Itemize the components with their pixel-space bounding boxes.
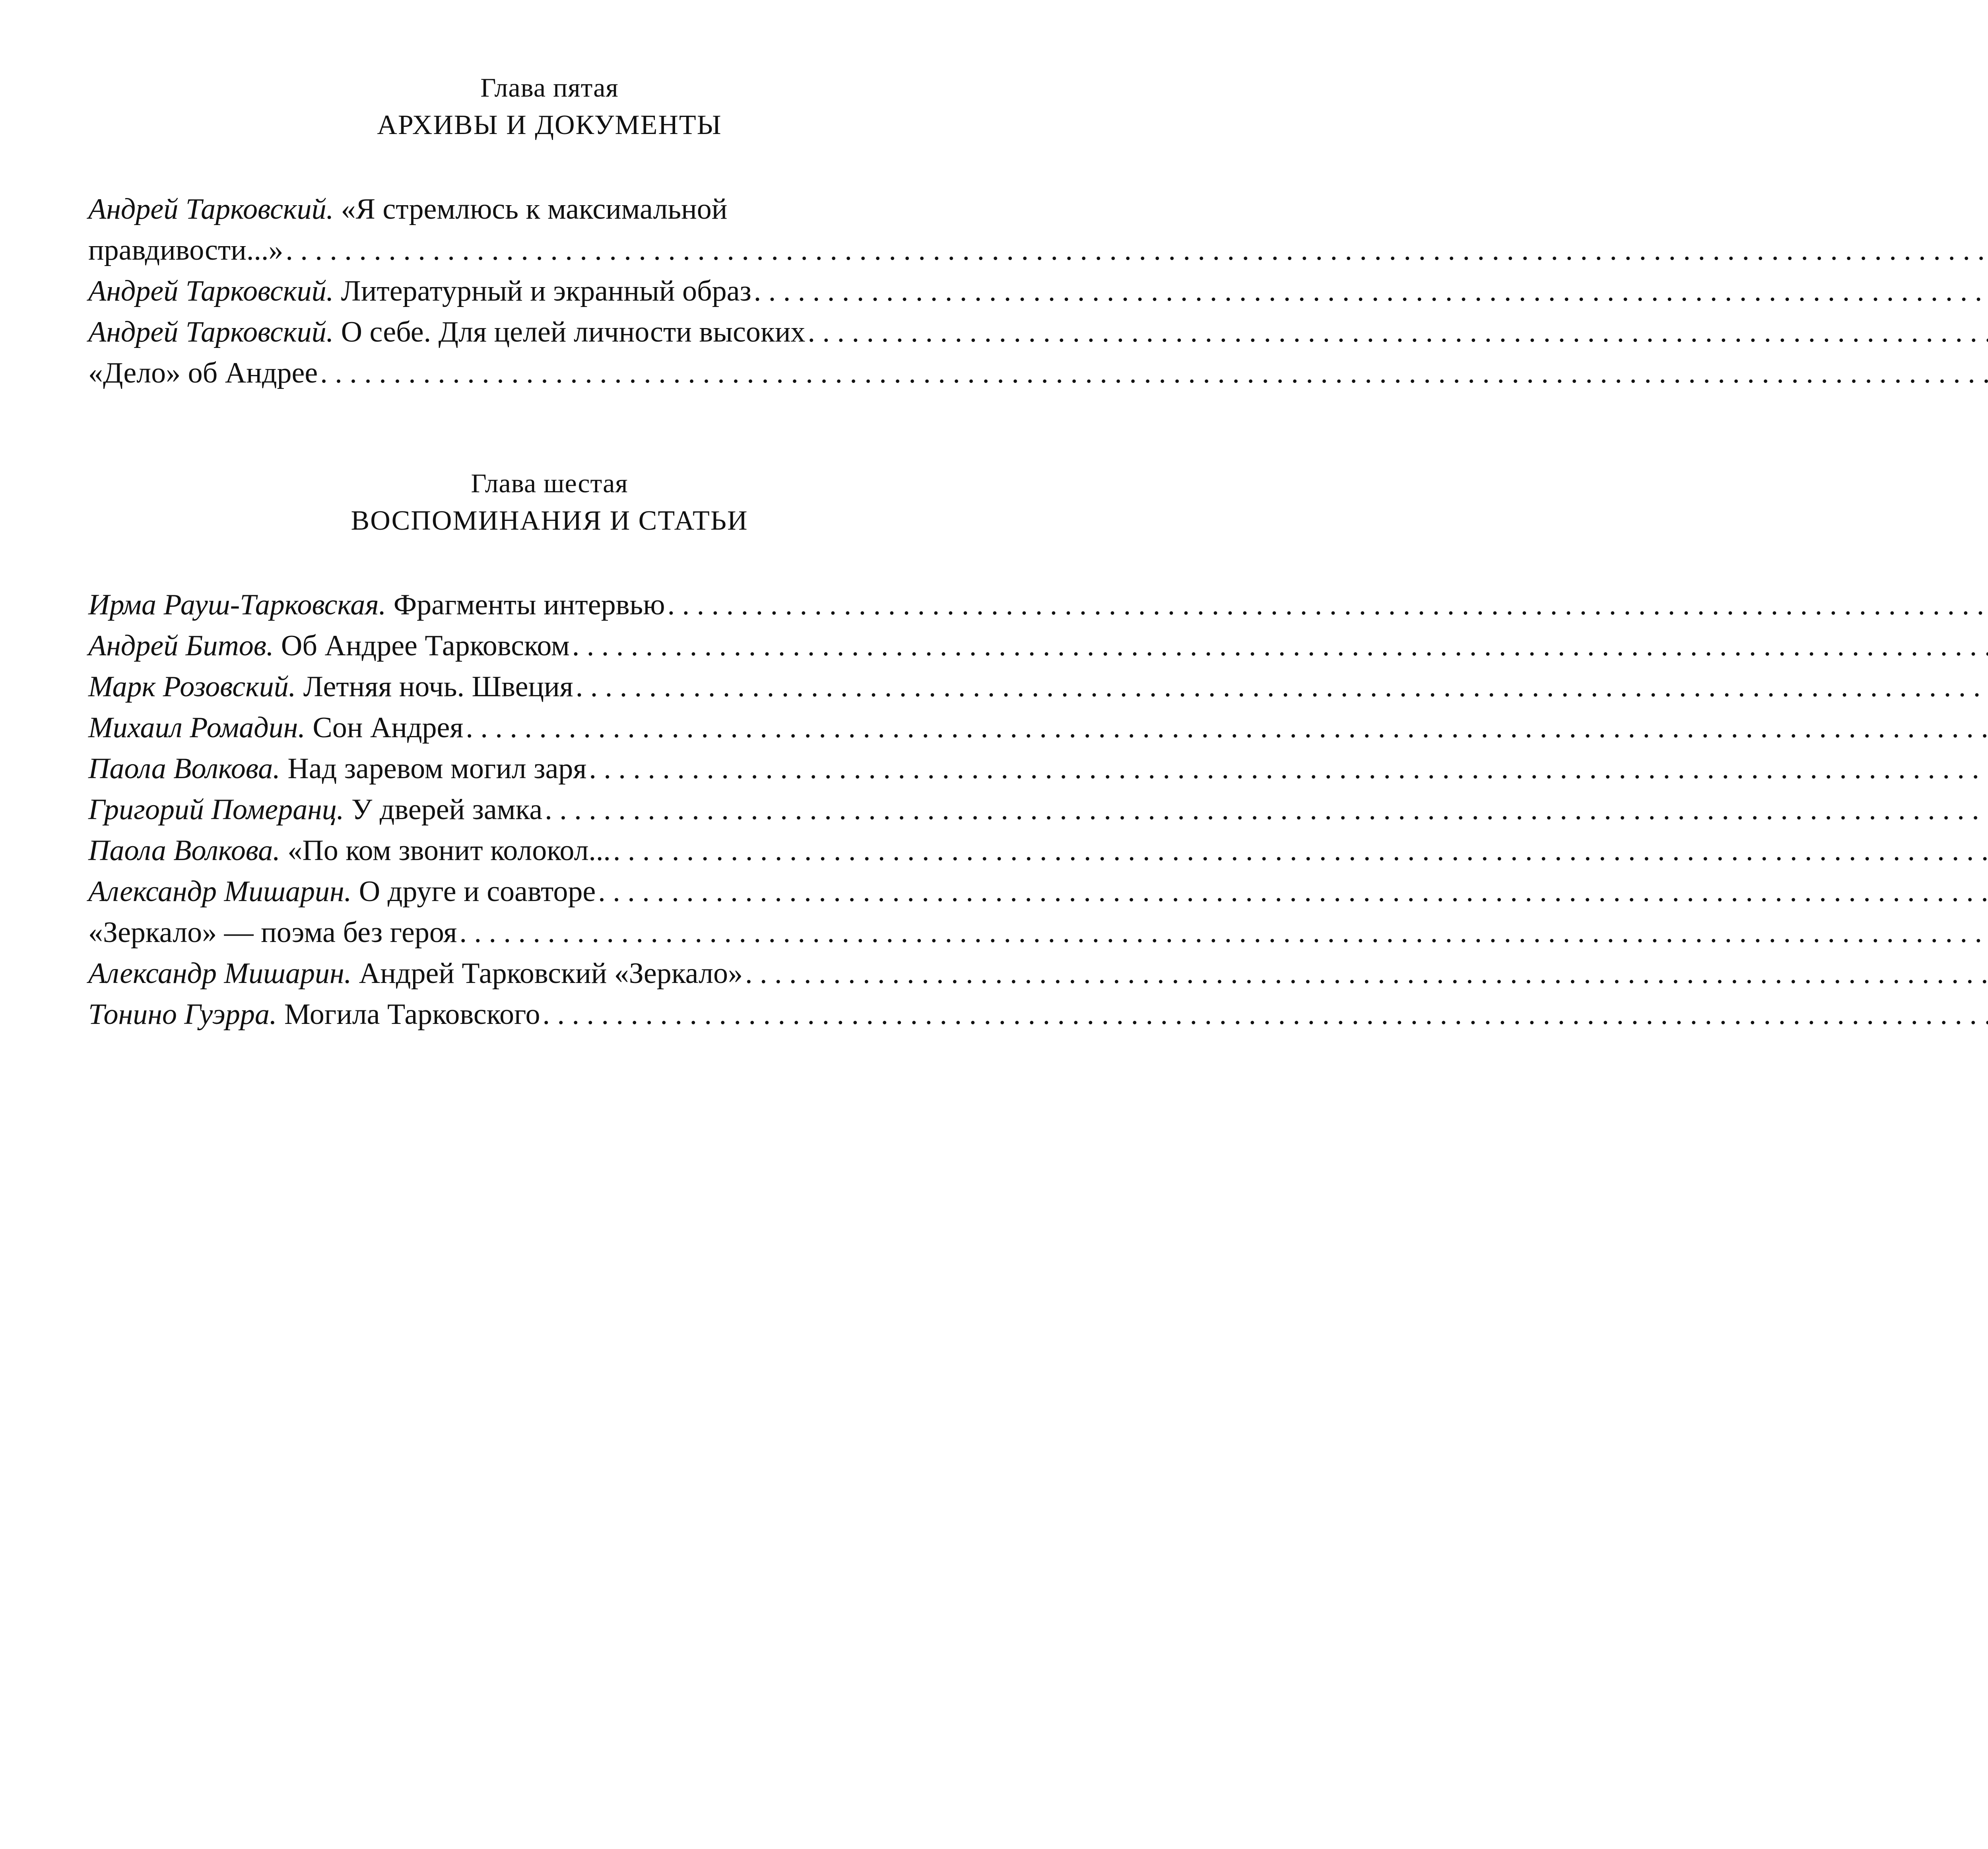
dot-leader — [463, 707, 1988, 748]
entry-title: Андрей Тарковский «Зеркало» — [359, 957, 743, 990]
toc-entry[interactable] — [88, 789, 1011, 830]
entry-text — [88, 953, 743, 994]
toc-entry[interactable] — [88, 271, 1011, 312]
entry-author: Александр Мишарин. — [88, 875, 352, 908]
entry-author: Андрей Тарковский. — [88, 316, 334, 348]
dot-leader — [542, 789, 1988, 830]
entry-text — [88, 994, 540, 1035]
dot-leader — [540, 994, 1988, 1035]
toc-entry[interactable] — [88, 830, 1011, 871]
entry-title: О друге и соавторе — [359, 875, 596, 908]
entry-author: Андрей Битов. — [88, 629, 274, 662]
dot-leader — [457, 912, 1988, 953]
toc-section-chapter-6 — [88, 465, 1011, 1035]
toc-entry[interactable] — [88, 189, 1011, 230]
entry-text — [88, 312, 805, 353]
dot-leader — [586, 748, 1988, 789]
entry-title: «Зеркало» — поэма без героя — [88, 916, 457, 949]
entry-text — [88, 912, 457, 953]
entry-title: «По ком звонит колокол... — [287, 834, 611, 867]
toc-section-chapter-5 — [88, 70, 1011, 394]
entry-author: Андрей Тарковский. — [88, 275, 334, 307]
entry-title: У дверей замка — [351, 793, 543, 826]
entry-title: Фрагменты интервью — [393, 588, 665, 621]
entry-text — [88, 748, 586, 789]
chapter-title: АРХИВЫ И ДОКУМЕНТЫ — [377, 110, 722, 140]
toc-entry[interactable] — [88, 625, 1011, 666]
entry-author: Александр Мишарин. — [88, 957, 352, 990]
dot-leader — [283, 230, 1988, 271]
toc-entry[interactable] — [88, 585, 1011, 625]
toc-entry-continuation[interactable] — [88, 230, 1011, 271]
entry-text — [88, 271, 751, 312]
toc-entry[interactable] — [88, 994, 1011, 1035]
entry-author: Григорий Померанц. — [88, 793, 344, 826]
dot-leader — [596, 871, 1988, 912]
entry-author: Ирма Рауш-Тарковская. — [88, 588, 386, 621]
chapter-title: ВОСПОМИНАНИЯ И СТАТЬИ — [351, 505, 748, 536]
entry-title: «Я стремлюсь к максимальной — [341, 193, 728, 225]
entry-text — [88, 625, 570, 666]
entry-author: Паола Волкова. — [88, 834, 280, 867]
entry-title: Об Андрее Тарковском — [281, 629, 570, 662]
entry-title: О себе. Для целей личности высоких — [341, 316, 806, 348]
entry-title: Летняя ночь. Швеция — [303, 670, 573, 703]
entry-title-continued: правдивости...» — [88, 234, 283, 266]
toc-entry[interactable] — [88, 312, 1011, 353]
entry-author: Марк Розовский. — [88, 670, 296, 703]
entry-text — [88, 353, 318, 394]
entry-text — [88, 830, 611, 871]
entry-title: Могила Тарковского — [284, 998, 540, 1031]
dot-leader — [318, 353, 1988, 394]
entry-title: «Дело» об Андрее — [88, 357, 318, 389]
entry-text — [88, 666, 573, 707]
dot-leader — [611, 830, 1988, 871]
entry-title: Над заревом могил заря — [287, 752, 587, 785]
entry-author: Андрей Тарковский. — [88, 193, 334, 225]
entry-text — [88, 871, 596, 912]
dot-leader — [743, 953, 1988, 994]
entry-author: Паола Волкова. — [88, 752, 280, 785]
entry-author: Михаил Ромадин. — [88, 711, 305, 744]
entry-text — [88, 789, 542, 830]
dot-leader — [573, 666, 1988, 707]
toc-entry[interactable] — [88, 666, 1011, 707]
dot-leader — [805, 312, 1988, 353]
toc-entry[interactable] — [88, 748, 1011, 789]
entry-text — [88, 585, 665, 625]
entry-text — [88, 707, 463, 748]
entry-title: Сон Андрея — [313, 711, 464, 744]
chapter-label: Глава пятая — [480, 72, 619, 103]
dot-leader — [570, 625, 1988, 666]
toc-entry[interactable] — [88, 871, 1011, 912]
entry-author: Тонино Гуэрра. — [88, 998, 277, 1031]
entry-title: Литературный и экранный образ — [341, 275, 751, 307]
dot-leader — [751, 271, 1988, 312]
dot-leader — [665, 585, 1988, 625]
toc-entry[interactable] — [88, 353, 1011, 394]
toc-entry[interactable] — [88, 912, 1011, 953]
toc-entry[interactable] — [88, 707, 1011, 748]
toc-entry[interactable] — [88, 953, 1011, 994]
chapter-label: Глава шестая — [471, 468, 628, 498]
